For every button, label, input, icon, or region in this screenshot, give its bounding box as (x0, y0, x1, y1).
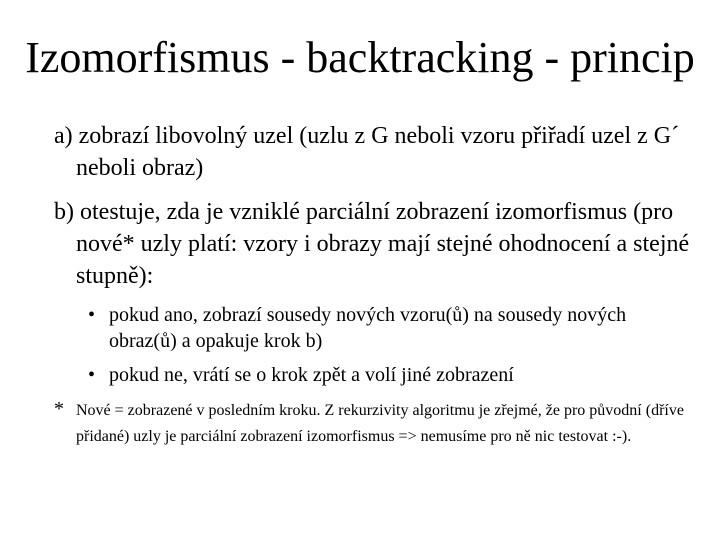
sub-list-item (88, 362, 678, 388)
sub-list-item (88, 302, 678, 354)
sub-item-text: pokud ne, vrátí se o krok zpět a volí jiné zobrazení (109, 364, 514, 386)
sub-list (88, 302, 678, 396)
footnote (54, 398, 716, 450)
bullet-icon: • (88, 364, 96, 386)
footnote-marker: * (54, 398, 64, 420)
slide-title: Izomorfismus - backtracking - princip (25, 33, 695, 82)
sub-item-text: pokud ano, zobrazí sousedy nových vzoru(ů) na sousedy nových obraz(ů) a opakuje krok b) (109, 304, 627, 352)
bullet-icon: • (88, 304, 96, 326)
list-item-a: a) zobrazí libovolný uzel (uzlu z G neboli vzoru přiřadí uzel z G´ neboli obraz) (54, 123, 680, 181)
footnote-text: Nové = zobrazené v posledním kroku. Z rekurzivity algoritmu je zřejmé, že pro původní (dříve přidané) uzly je parciální zobrazení izomorfismus => nemusíme pro ně nic testovat :-). (76, 402, 684, 445)
list-item-b: b) otestuje, zda je vzniklé parciální zobrazení izomorfismus (pro nové* uzly platí: vzory i obrazy mají stejné ohodnocení a stejné stupně): (54, 199, 690, 289)
